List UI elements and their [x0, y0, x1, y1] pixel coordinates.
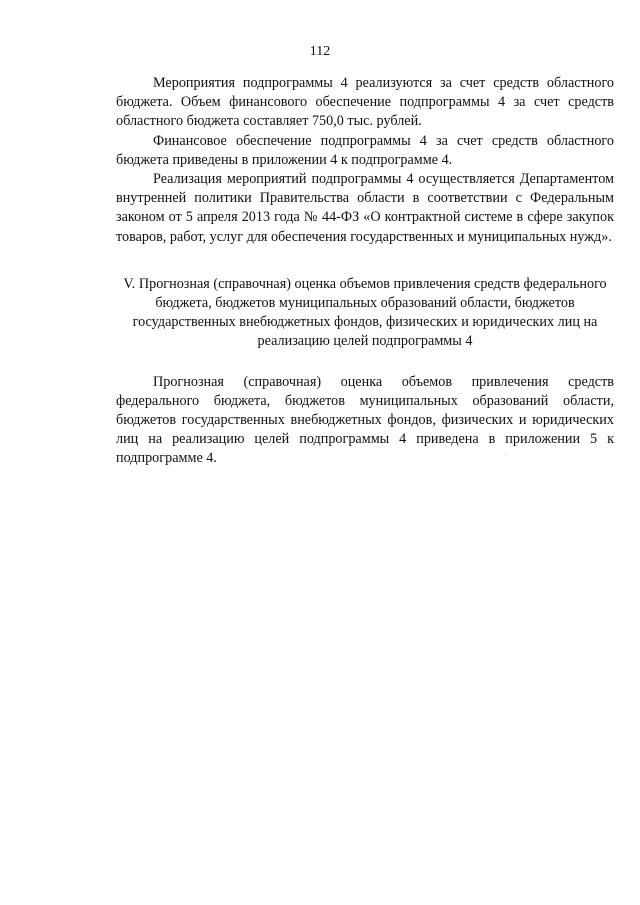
paragraph-forecast-estimate: Прогнозная (справочная) оценка объемов привлечения средств федерального бюджета, бюджетов муниципальных образований области, бюджетов государственных внебюджетных фондов, физических и юридических лиц на реализацию целей подпрограммы 4 приведена в приложении 5 к подпрограмме 4. — [116, 373, 614, 467]
paragraph-implementation: Реализация мероприятий подпрограммы 4 осуществляется Департаментом внутренней политики Правительства области в соответствии с Федеральным законом от 5 апреля 2013 года № 44-ФЗ «О контрактной системе в сфере закупок товаров, работ, услуг для обеспечения государственных и муниципальных нужд». — [116, 171, 614, 245]
page-number: 112 — [309, 44, 331, 59]
section-heading: V. Прогнозная (справочная) оценка объемов привлечения средств федерального бюджета, бюджетов муниципальных образований области, бюджетов государственных внебюджетных фондов, физических и юридических лиц на реализацию целей подпрограммы 4 — [123, 275, 607, 350]
paragraph-funding-appendix: Финансовое обеспечение подпрограммы 4 за счет средств областного бюджета приведены в приложении 4 к подпрограмме 4. — [116, 132, 614, 168]
scan-speck — [505, 455, 506, 456]
document-body — [116, 74, 614, 469]
paragraph-funding-source: Мероприятия подпрограммы 4 реализуются за счет средств областного бюджета. Объем финансового обеспечение подпрограммы 4 за счет средств областного бюджета составляет 750,0 тыс. рублей. — [116, 75, 614, 130]
